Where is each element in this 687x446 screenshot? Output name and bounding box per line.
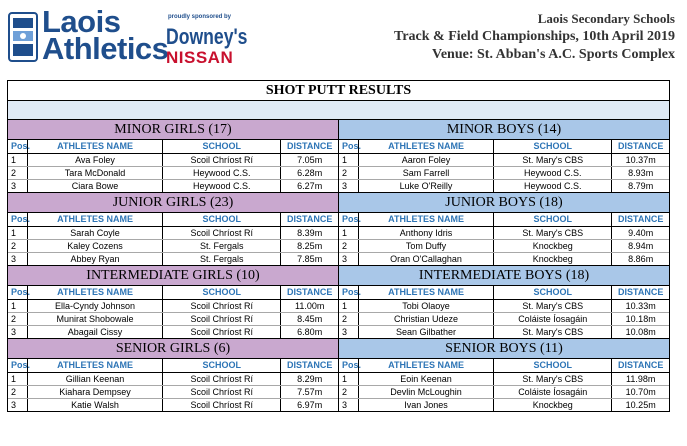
school-cell: Scoil Chríost Rí [163,386,281,398]
girls-results-block [8,120,339,193]
school-header: SCHOOL [494,213,612,226]
position-cell: 2 [339,167,359,179]
spacer-row [8,101,669,120]
page-header [0,0,687,80]
distance-cell: 8.39m [297,228,323,238]
girls-results-block [8,193,339,266]
distance-cell: 11.98m [626,374,656,384]
athlete-name-cell: Tara McDonald [28,167,163,179]
school-header: SCHOOL [494,140,612,153]
athlete-name-cell: Abbey Ryan [28,253,163,265]
position-cell: 3 [8,180,28,192]
event-title: Track & Field Championships, 10th April 2019 [394,29,675,44]
distance-header: DISTANCE [287,214,333,224]
athlete-name-cell: Sam Farrell [359,167,494,179]
position-cell: 3 [339,180,359,192]
club-crest-icon [8,12,38,62]
category-title: INTERMEDIATE GIRLS (10) [8,266,338,286]
category-title: MINOR GIRLS (17) [8,120,338,140]
name-header: ATHLETES NAME [28,359,163,372]
pos-header: Pos. [339,140,359,153]
school-cell: Heywood C.S. [163,167,281,179]
logo-line-2: Athletics [42,31,169,66]
results-sections [8,120,669,411]
boys-results-block [339,120,669,193]
school-cell: Heywood C.S. [494,180,612,192]
school-cell: St. Mary's CBS [494,227,612,239]
logo-line-1: Laois [42,4,121,39]
distance-header: DISTANCE [618,360,664,370]
school-cell: Heywood C.S. [163,180,281,192]
position-cell: 1 [339,300,359,312]
pos-header: Pos. [339,286,359,299]
result-row [339,253,669,266]
result-row [339,313,669,326]
athlete-name-cell: Kaley Cozens [28,240,163,252]
result-row [339,386,669,399]
result-row [339,373,669,386]
distance-cell: 7.57m [297,387,323,397]
distance-cell: 8.79m [628,181,654,191]
result-row [339,300,669,313]
position-cell: 1 [339,227,359,239]
distance-header: DISTANCE [287,287,333,297]
school-cell: St. Mary's CBS [494,373,612,385]
pos-header: Pos. [8,140,28,153]
athlete-name-cell: Munirat Shobowale [28,313,163,325]
result-row [339,154,669,167]
position-cell: 1 [8,300,28,312]
school-cell: Knockbeg [494,399,612,411]
category-title: SENIOR GIRLS (6) [8,339,338,359]
sponsor-label: proudly sponsored by [168,14,232,20]
column-header-row [8,213,338,227]
boys-results-block [339,339,669,411]
athlete-name-cell: Sean Gilbather [359,326,494,338]
school-header: SCHOOL [494,359,612,372]
pos-header: Pos. [8,286,28,299]
pos-header: Pos. [8,359,28,372]
position-cell: 1 [8,373,28,385]
column-header-row [339,140,669,154]
distance-cell: 11.00m [295,301,325,311]
result-row [339,399,669,411]
result-row [8,240,338,253]
column-header-row [8,140,338,154]
category-title: JUNIOR BOYS (18) [339,193,669,213]
school-cell: St. Fergals [163,240,281,252]
position-cell: 2 [339,386,359,398]
athlete-name-cell: Ella-Cyndy Johnson [28,300,163,312]
name-header: ATHLETES NAME [359,140,494,153]
distance-cell: 8.25m [297,241,323,251]
school-cell: Coláiste Íosagáin [494,313,612,325]
result-row [339,167,669,180]
distance-cell: 10.33m [625,301,656,311]
position-cell: 3 [8,253,28,265]
athlete-name-cell: Ciara Bowe [28,180,163,192]
athlete-name-cell: Luke O'Reilly [359,180,494,192]
name-header: ATHLETES NAME [28,286,163,299]
distance-cell: 7.05m [297,155,323,165]
column-header-row [339,286,669,300]
results-table [7,80,670,412]
athlete-name-cell: Gillian Keenan [28,373,163,385]
boys-results-block [339,266,669,339]
pos-header: Pos. [339,213,359,226]
result-row [8,180,338,193]
result-row [8,326,338,339]
name-header: ATHLETES NAME [28,213,163,226]
result-row [8,154,338,167]
event-organiser: Laois Secondary Schools [537,11,675,26]
result-row [8,386,338,399]
distance-cell: 7.85m [297,254,323,264]
name-header: ATHLETES NAME [359,286,494,299]
school-cell: St. Mary's CBS [494,326,612,338]
athlete-name-cell: Anthony Idris [359,227,494,239]
school-cell: Scoil Chríost Rí [163,313,281,325]
distance-cell: 8.86m [628,254,654,264]
distance-cell: 9.40m [628,228,654,238]
school-header: SCHOOL [163,213,281,226]
position-cell: 1 [339,154,359,166]
position-cell: 3 [339,399,359,411]
athlete-name-cell: Abagail Cissy [28,326,163,338]
athlete-name-cell: Aaron Foley [359,154,494,166]
position-cell: 3 [339,326,359,338]
distance-cell: 6.97m [297,400,323,410]
result-row [339,180,669,193]
category-title: MINOR BOYS (14) [339,120,669,140]
column-header-row [8,359,338,373]
result-row [8,373,338,386]
result-row [339,240,669,253]
school-cell: Knockbeg [494,240,612,252]
distance-header: DISTANCE [287,360,333,370]
distance-header: DISTANCE [618,214,664,224]
school-cell: Scoil Chríost Rí [163,154,281,166]
name-header: ATHLETES NAME [359,359,494,372]
result-row [8,300,338,313]
result-row [8,313,338,326]
school-cell: Heywood C.S. [494,167,612,179]
athlete-name-cell: Eoin Keenan [359,373,494,385]
position-cell: 2 [8,240,28,252]
position-cell: 3 [339,253,359,265]
position-cell: 3 [8,399,28,411]
result-row [8,227,338,240]
event-venue: Venue: St. Abban's A.C. Sports Complex [432,47,675,62]
school-cell: Coláiste Íosagáin [494,386,612,398]
school-cell: St. Mary's CBS [494,300,612,312]
column-header-row [339,213,669,227]
result-row [339,326,669,339]
results-title: SHOT PUTT RESULTS [8,81,669,101]
school-header: SCHOOL [163,286,281,299]
athlete-name-cell: Devlin McLoughin [359,386,494,398]
result-row [8,167,338,180]
school-cell: Knockbeg [494,253,612,265]
school-cell: St. Fergals [163,253,281,265]
girls-results-block [8,339,339,411]
distance-header: DISTANCE [618,287,664,297]
sponsor-name: Downey's [166,24,248,49]
distance-cell: 6.80m [297,327,323,337]
column-header-row [8,286,338,300]
position-cell: 2 [339,240,359,252]
school-cell: Scoil Chríost Rí [163,227,281,239]
event-info [394,10,675,64]
category-section [8,120,669,193]
school-header: SCHOOL [163,140,281,153]
name-header: ATHLETES NAME [359,213,494,226]
school-cell: St. Mary's CBS [494,154,612,166]
girls-results-block [8,266,339,339]
result-row [8,399,338,411]
school-cell: Scoil Chríost Rí [163,373,281,385]
name-header: ATHLETES NAME [28,140,163,153]
pos-header: Pos. [8,213,28,226]
position-cell: 1 [8,227,28,239]
position-cell: 2 [8,167,28,179]
category-section [8,339,669,411]
position-cell: 1 [8,154,28,166]
athlete-name-cell: Oran O'Callaghan [359,253,494,265]
logo-wordmark [42,4,169,66]
distance-cell: 10.37m [625,155,656,165]
athlete-name-cell: Sarah Coyle [28,227,163,239]
school-header: SCHOOL [163,359,281,372]
athlete-name-cell: Ivan Jones [359,399,494,411]
column-header-row [339,359,669,373]
distance-cell: 6.28m [297,168,323,178]
category-title: SENIOR BOYS (11) [339,339,669,359]
distance-cell: 8.29m [297,374,323,384]
distance-header: DISTANCE [287,141,333,151]
school-cell: Scoil Chríost Rí [163,300,281,312]
distance-cell: 10.70m [625,387,656,397]
athlete-name-cell: Tom Duffy [359,240,494,252]
athlete-name-cell: Katie Walsh [28,399,163,411]
athlete-name-cell: Ava Foley [28,154,163,166]
category-title: JUNIOR GIRLS (23) [8,193,338,213]
athlete-name-cell: Tobi Olaoye [359,300,494,312]
position-cell: 2 [339,313,359,325]
distance-cell: 10.18m [625,314,656,324]
distance-cell: 8.45m [297,314,323,324]
sponsor-brand: NISSAN [166,48,234,67]
result-row [8,253,338,266]
school-cell: Scoil Chríost Rí [163,399,281,411]
category-title: INTERMEDIATE BOYS (18) [339,266,669,286]
position-cell: 3 [8,326,28,338]
position-cell: 2 [8,386,28,398]
result-row [339,227,669,240]
distance-cell: 6.27m [297,181,323,191]
athlete-name-cell: Kiahara Dempsey [28,386,163,398]
position-cell: 2 [8,313,28,325]
pos-header: Pos. [339,359,359,372]
distance-header: DISTANCE [618,141,664,151]
category-section [8,193,669,266]
distance-cell: 10.08m [625,327,656,337]
boys-results-block [339,193,669,266]
position-cell: 1 [339,373,359,385]
distance-cell: 8.94m [628,241,654,251]
school-cell: Scoil Chríost Rí [163,326,281,338]
athlete-name-cell: Christian Udeze [359,313,494,325]
laois-athletics-logo [8,4,258,68]
distance-cell: 8.93m [628,168,654,178]
distance-cell: 10.25m [625,400,656,410]
category-section [8,266,669,339]
school-header: SCHOOL [494,286,612,299]
